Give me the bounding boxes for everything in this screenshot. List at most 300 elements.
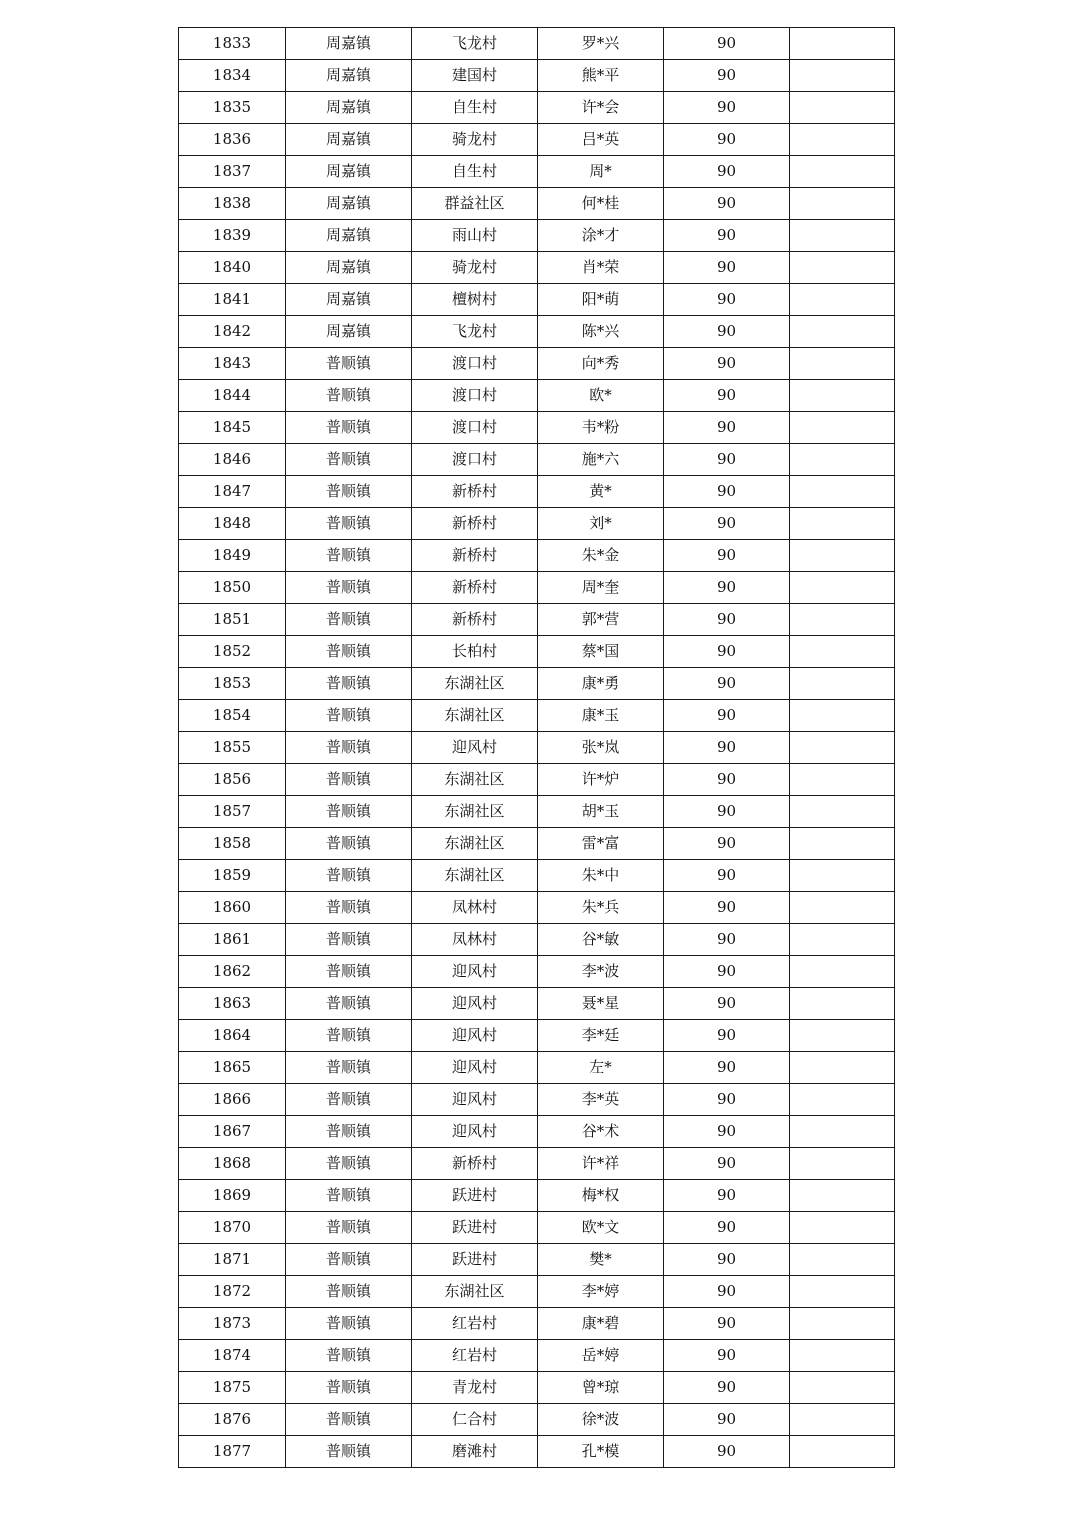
amount-cell: 90 — [664, 956, 790, 988]
amount-cell: 90 — [664, 1308, 790, 1340]
person-name-cell: 雷*富 — [538, 828, 664, 860]
note-cell — [790, 732, 895, 764]
note-cell — [790, 1372, 895, 1404]
person-name-cell: 何*桂 — [538, 188, 664, 220]
serial-number-cell: 1863 — [179, 988, 286, 1020]
serial-number-cell: 1858 — [179, 828, 286, 860]
person-name-cell: 刘* — [538, 508, 664, 540]
serial-number-cell: 1874 — [179, 1340, 286, 1372]
person-name-cell: 朱*兵 — [538, 892, 664, 924]
amount-cell: 90 — [664, 988, 790, 1020]
serial-number-cell: 1851 — [179, 604, 286, 636]
village-cell: 迎风村 — [412, 988, 538, 1020]
note-cell — [790, 412, 895, 444]
amount-cell: 90 — [664, 892, 790, 924]
note-cell — [790, 668, 895, 700]
table-row — [179, 1116, 895, 1148]
village-cell: 东湖社区 — [412, 796, 538, 828]
table-row — [179, 92, 895, 124]
note-cell — [790, 156, 895, 188]
serial-number-cell: 1844 — [179, 380, 286, 412]
town-cell: 周嘉镇 — [286, 284, 412, 316]
village-cell: 建国村 — [412, 60, 538, 92]
village-cell: 渡口村 — [412, 348, 538, 380]
person-name-cell: 曾*琼 — [538, 1372, 664, 1404]
serial-number-cell: 1840 — [179, 252, 286, 284]
town-cell: 周嘉镇 — [286, 252, 412, 284]
person-name-cell: 韦*粉 — [538, 412, 664, 444]
note-cell — [790, 188, 895, 220]
person-name-cell: 康*勇 — [538, 668, 664, 700]
note-cell — [790, 572, 895, 604]
table-row — [179, 444, 895, 476]
person-name-cell: 徐*波 — [538, 1404, 664, 1436]
village-cell: 渡口村 — [412, 380, 538, 412]
person-name-cell: 康*玉 — [538, 700, 664, 732]
note-cell — [790, 796, 895, 828]
note-cell — [790, 1084, 895, 1116]
table-row — [179, 28, 895, 60]
table-row — [179, 476, 895, 508]
person-name-cell: 康*碧 — [538, 1308, 664, 1340]
village-cell: 凤林村 — [412, 924, 538, 956]
note-cell — [790, 700, 895, 732]
table-row — [179, 124, 895, 156]
table-row — [179, 284, 895, 316]
table-row — [179, 796, 895, 828]
note-cell — [790, 220, 895, 252]
note-cell — [790, 1020, 895, 1052]
town-cell: 普顺镇 — [286, 1052, 412, 1084]
serial-number-cell: 1854 — [179, 700, 286, 732]
table-row — [179, 380, 895, 412]
person-name-cell: 许*炉 — [538, 764, 664, 796]
amount-cell: 90 — [664, 60, 790, 92]
serial-number-cell: 1842 — [179, 316, 286, 348]
person-name-cell: 向*秀 — [538, 348, 664, 380]
person-name-cell: 陈*兴 — [538, 316, 664, 348]
table-row — [179, 1020, 895, 1052]
note-cell — [790, 124, 895, 156]
note-cell — [790, 1436, 895, 1468]
note-cell — [790, 1340, 895, 1372]
amount-cell: 90 — [664, 156, 790, 188]
village-cell: 红岩村 — [412, 1340, 538, 1372]
town-cell: 普顺镇 — [286, 732, 412, 764]
town-cell: 周嘉镇 — [286, 188, 412, 220]
note-cell — [790, 860, 895, 892]
town-cell: 普顺镇 — [286, 796, 412, 828]
amount-cell: 90 — [664, 316, 790, 348]
amount-cell: 90 — [664, 1052, 790, 1084]
person-name-cell: 施*六 — [538, 444, 664, 476]
person-name-cell: 欧*文 — [538, 1212, 664, 1244]
table-row — [179, 1148, 895, 1180]
town-cell: 普顺镇 — [286, 1372, 412, 1404]
village-cell: 渡口村 — [412, 412, 538, 444]
amount-cell: 90 — [664, 764, 790, 796]
table-row — [179, 1052, 895, 1084]
table-row — [179, 348, 895, 380]
serial-number-cell: 1869 — [179, 1180, 286, 1212]
serial-number-cell: 1834 — [179, 60, 286, 92]
village-cell: 新桥村 — [412, 476, 538, 508]
person-name-cell: 欧* — [538, 380, 664, 412]
person-name-cell: 李*婷 — [538, 1276, 664, 1308]
amount-cell: 90 — [664, 284, 790, 316]
table-row — [179, 572, 895, 604]
person-name-cell: 周* — [538, 156, 664, 188]
table-row — [179, 156, 895, 188]
serial-number-cell: 1877 — [179, 1436, 286, 1468]
town-cell: 普顺镇 — [286, 1404, 412, 1436]
town-cell: 普顺镇 — [286, 1148, 412, 1180]
note-cell — [790, 764, 895, 796]
village-cell: 长柏村 — [412, 636, 538, 668]
town-cell: 普顺镇 — [286, 1084, 412, 1116]
note-cell — [790, 956, 895, 988]
amount-cell: 90 — [664, 476, 790, 508]
serial-number-cell: 1849 — [179, 540, 286, 572]
town-cell: 普顺镇 — [286, 924, 412, 956]
table-row — [179, 956, 895, 988]
table-row — [179, 1180, 895, 1212]
table-row — [179, 892, 895, 924]
person-name-cell: 涂*才 — [538, 220, 664, 252]
amount-cell: 90 — [664, 444, 790, 476]
serial-number-cell: 1864 — [179, 1020, 286, 1052]
person-name-cell: 胡*玉 — [538, 796, 664, 828]
note-cell — [790, 316, 895, 348]
amount-cell: 90 — [664, 1020, 790, 1052]
town-cell: 普顺镇 — [286, 1116, 412, 1148]
village-cell: 飞龙村 — [412, 28, 538, 60]
serial-number-cell: 1859 — [179, 860, 286, 892]
table-row — [179, 1436, 895, 1468]
serial-number-cell: 1850 — [179, 572, 286, 604]
note-cell — [790, 828, 895, 860]
serial-number-cell: 1838 — [179, 188, 286, 220]
person-name-cell: 黄* — [538, 476, 664, 508]
serial-number-cell: 1847 — [179, 476, 286, 508]
village-cell: 磨滩村 — [412, 1436, 538, 1468]
table-row — [179, 988, 895, 1020]
serial-number-cell: 1841 — [179, 284, 286, 316]
town-cell: 普顺镇 — [286, 572, 412, 604]
town-cell: 普顺镇 — [286, 1180, 412, 1212]
note-cell — [790, 92, 895, 124]
person-name-cell: 樊* — [538, 1244, 664, 1276]
village-cell: 跃进村 — [412, 1180, 538, 1212]
note-cell — [790, 988, 895, 1020]
note-cell — [790, 1052, 895, 1084]
village-cell: 雨山村 — [412, 220, 538, 252]
serial-number-cell: 1876 — [179, 1404, 286, 1436]
serial-number-cell: 1866 — [179, 1084, 286, 1116]
amount-cell: 90 — [664, 1340, 790, 1372]
amount-cell: 90 — [664, 924, 790, 956]
note-cell — [790, 1404, 895, 1436]
village-cell: 迎风村 — [412, 732, 538, 764]
serial-number-cell: 1860 — [179, 892, 286, 924]
village-cell: 东湖社区 — [412, 828, 538, 860]
amount-cell: 90 — [664, 508, 790, 540]
town-cell: 普顺镇 — [286, 1308, 412, 1340]
town-cell: 普顺镇 — [286, 636, 412, 668]
person-name-cell: 朱*金 — [538, 540, 664, 572]
amount-cell: 90 — [664, 380, 790, 412]
village-cell: 自生村 — [412, 156, 538, 188]
serial-number-cell: 1835 — [179, 92, 286, 124]
amount-cell: 90 — [664, 1436, 790, 1468]
note-cell — [790, 924, 895, 956]
village-cell: 跃进村 — [412, 1244, 538, 1276]
note-cell — [790, 1244, 895, 1276]
village-cell: 凤林村 — [412, 892, 538, 924]
town-cell: 普顺镇 — [286, 1276, 412, 1308]
village-cell: 迎风村 — [412, 1084, 538, 1116]
serial-number-cell: 1867 — [179, 1116, 286, 1148]
serial-number-cell: 1846 — [179, 444, 286, 476]
person-name-cell: 阳*萌 — [538, 284, 664, 316]
amount-cell: 90 — [664, 1244, 790, 1276]
table-row — [179, 1308, 895, 1340]
roster-table — [178, 27, 895, 1468]
note-cell — [790, 540, 895, 572]
serial-number-cell: 1857 — [179, 796, 286, 828]
table-row — [179, 412, 895, 444]
amount-cell: 90 — [664, 92, 790, 124]
person-name-cell: 李*波 — [538, 956, 664, 988]
amount-cell: 90 — [664, 796, 790, 828]
town-cell: 周嘉镇 — [286, 316, 412, 348]
table-row — [179, 220, 895, 252]
village-cell: 飞龙村 — [412, 316, 538, 348]
person-name-cell: 罗*兴 — [538, 28, 664, 60]
person-name-cell: 谷*敏 — [538, 924, 664, 956]
table-row — [179, 1340, 895, 1372]
amount-cell: 90 — [664, 636, 790, 668]
person-name-cell: 岳*婷 — [538, 1340, 664, 1372]
person-name-cell: 郭*营 — [538, 604, 664, 636]
village-cell: 骑龙村 — [412, 124, 538, 156]
note-cell — [790, 444, 895, 476]
note-cell — [790, 508, 895, 540]
note-cell — [790, 60, 895, 92]
town-cell: 普顺镇 — [286, 700, 412, 732]
serial-number-cell: 1875 — [179, 1372, 286, 1404]
table-row — [179, 604, 895, 636]
table-row — [179, 764, 895, 796]
town-cell: 普顺镇 — [286, 412, 412, 444]
town-cell: 普顺镇 — [286, 444, 412, 476]
town-cell: 普顺镇 — [286, 1436, 412, 1468]
town-cell: 周嘉镇 — [286, 124, 412, 156]
village-cell: 自生村 — [412, 92, 538, 124]
note-cell — [790, 252, 895, 284]
person-name-cell: 谷*术 — [538, 1116, 664, 1148]
amount-cell: 90 — [664, 572, 790, 604]
amount-cell: 90 — [664, 220, 790, 252]
table-row — [179, 1084, 895, 1116]
amount-cell: 90 — [664, 700, 790, 732]
village-cell: 跃进村 — [412, 1212, 538, 1244]
person-name-cell: 李*英 — [538, 1084, 664, 1116]
serial-number-cell: 1853 — [179, 668, 286, 700]
note-cell — [790, 380, 895, 412]
village-cell: 渡口村 — [412, 444, 538, 476]
serial-number-cell: 1833 — [179, 28, 286, 60]
amount-cell: 90 — [664, 1212, 790, 1244]
town-cell: 普顺镇 — [286, 1340, 412, 1372]
village-cell: 红岩村 — [412, 1308, 538, 1340]
note-cell — [790, 892, 895, 924]
town-cell: 普顺镇 — [286, 348, 412, 380]
serial-number-cell: 1843 — [179, 348, 286, 380]
serial-number-cell: 1837 — [179, 156, 286, 188]
table-row — [179, 508, 895, 540]
serial-number-cell: 1836 — [179, 124, 286, 156]
town-cell: 周嘉镇 — [286, 28, 412, 60]
town-cell: 普顺镇 — [286, 1244, 412, 1276]
town-cell: 普顺镇 — [286, 476, 412, 508]
village-cell: 新桥村 — [412, 508, 538, 540]
table-row — [179, 700, 895, 732]
town-cell: 普顺镇 — [286, 604, 412, 636]
person-name-cell: 聂*星 — [538, 988, 664, 1020]
amount-cell: 90 — [664, 1084, 790, 1116]
village-cell: 新桥村 — [412, 1148, 538, 1180]
amount-cell: 90 — [664, 412, 790, 444]
table-row — [179, 60, 895, 92]
amount-cell: 90 — [664, 1180, 790, 1212]
person-name-cell: 熊*平 — [538, 60, 664, 92]
village-cell: 迎风村 — [412, 1020, 538, 1052]
amount-cell: 90 — [664, 124, 790, 156]
note-cell — [790, 1180, 895, 1212]
person-name-cell: 蔡*国 — [538, 636, 664, 668]
village-cell: 东湖社区 — [412, 668, 538, 700]
amount-cell: 90 — [664, 1372, 790, 1404]
amount-cell: 90 — [664, 668, 790, 700]
serial-number-cell: 1856 — [179, 764, 286, 796]
village-cell: 东湖社区 — [412, 764, 538, 796]
note-cell — [790, 348, 895, 380]
note-cell — [790, 636, 895, 668]
village-cell: 檀树村 — [412, 284, 538, 316]
note-cell — [790, 476, 895, 508]
table-row — [179, 252, 895, 284]
person-name-cell: 周*奎 — [538, 572, 664, 604]
village-cell: 群益社区 — [412, 188, 538, 220]
serial-number-cell: 1839 — [179, 220, 286, 252]
note-cell — [790, 604, 895, 636]
table-row — [179, 1276, 895, 1308]
note-cell — [790, 1212, 895, 1244]
note-cell — [790, 1148, 895, 1180]
village-cell: 青龙村 — [412, 1372, 538, 1404]
town-cell: 普顺镇 — [286, 956, 412, 988]
note-cell — [790, 1308, 895, 1340]
town-cell: 周嘉镇 — [286, 92, 412, 124]
table-row — [179, 1244, 895, 1276]
table-row — [179, 828, 895, 860]
serial-number-cell: 1845 — [179, 412, 286, 444]
amount-cell: 90 — [664, 1276, 790, 1308]
town-cell: 普顺镇 — [286, 380, 412, 412]
serial-number-cell: 1855 — [179, 732, 286, 764]
person-name-cell: 孔*模 — [538, 1436, 664, 1468]
person-name-cell: 朱*中 — [538, 860, 664, 892]
village-cell: 骑龙村 — [412, 252, 538, 284]
village-cell: 仁合村 — [412, 1404, 538, 1436]
person-name-cell: 梅*权 — [538, 1180, 664, 1212]
serial-number-cell: 1861 — [179, 924, 286, 956]
person-name-cell: 吕*英 — [538, 124, 664, 156]
table-row — [179, 1404, 895, 1436]
table-row — [179, 316, 895, 348]
amount-cell: 90 — [664, 1148, 790, 1180]
amount-cell: 90 — [664, 252, 790, 284]
town-cell: 周嘉镇 — [286, 220, 412, 252]
table-row — [179, 924, 895, 956]
serial-number-cell: 1872 — [179, 1276, 286, 1308]
table-row — [179, 540, 895, 572]
town-cell: 周嘉镇 — [286, 60, 412, 92]
amount-cell: 90 — [664, 1116, 790, 1148]
village-cell: 东湖社区 — [412, 860, 538, 892]
note-cell — [790, 284, 895, 316]
roster-body — [179, 28, 895, 1468]
village-cell: 新桥村 — [412, 540, 538, 572]
town-cell: 普顺镇 — [286, 1212, 412, 1244]
town-cell: 普顺镇 — [286, 764, 412, 796]
serial-number-cell: 1870 — [179, 1212, 286, 1244]
note-cell — [790, 28, 895, 60]
serial-number-cell: 1868 — [179, 1148, 286, 1180]
amount-cell: 90 — [664, 28, 790, 60]
amount-cell: 90 — [664, 540, 790, 572]
serial-number-cell: 1862 — [179, 956, 286, 988]
serial-number-cell: 1848 — [179, 508, 286, 540]
town-cell: 普顺镇 — [286, 988, 412, 1020]
person-name-cell: 许*会 — [538, 92, 664, 124]
amount-cell: 90 — [664, 1404, 790, 1436]
serial-number-cell: 1873 — [179, 1308, 286, 1340]
table-row — [179, 1212, 895, 1244]
amount-cell: 90 — [664, 860, 790, 892]
table-row — [179, 1372, 895, 1404]
person-name-cell: 李*廷 — [538, 1020, 664, 1052]
village-cell: 东湖社区 — [412, 1276, 538, 1308]
table-row — [179, 188, 895, 220]
table-row — [179, 860, 895, 892]
village-cell: 新桥村 — [412, 604, 538, 636]
table-row — [179, 732, 895, 764]
town-cell: 普顺镇 — [286, 860, 412, 892]
person-name-cell: 许*祥 — [538, 1148, 664, 1180]
note-cell — [790, 1276, 895, 1308]
town-cell: 普顺镇 — [286, 668, 412, 700]
town-cell: 周嘉镇 — [286, 156, 412, 188]
person-name-cell: 张*岚 — [538, 732, 664, 764]
amount-cell: 90 — [664, 828, 790, 860]
village-cell: 迎风村 — [412, 1116, 538, 1148]
town-cell: 普顺镇 — [286, 540, 412, 572]
serial-number-cell: 1871 — [179, 1244, 286, 1276]
village-cell: 东湖社区 — [412, 700, 538, 732]
amount-cell: 90 — [664, 732, 790, 764]
